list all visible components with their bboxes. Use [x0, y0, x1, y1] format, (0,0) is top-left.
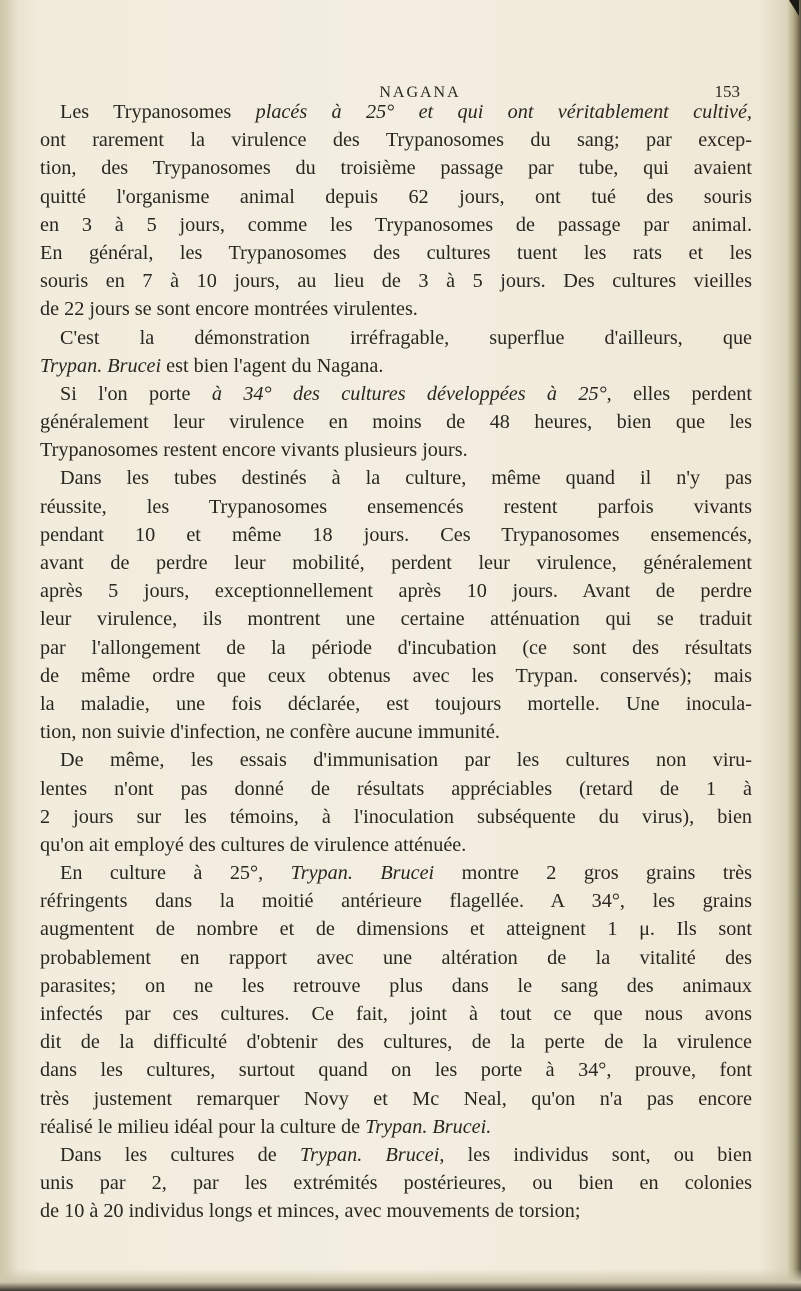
- text-line: [40, 521, 752, 549]
- text-line: [40, 267, 752, 295]
- italic-text: Trypan. Brucei: [290, 862, 435, 885]
- text-line: [40, 324, 752, 352]
- text-segment: tion, non suivie d'infection, ne confère aucune immunité.: [40, 721, 500, 744]
- text-segment: réalisé le milieu idéal pour la culture de: [40, 1115, 366, 1138]
- text-segment: Si l'on porte: [60, 382, 212, 405]
- page-right-edge: [787, 0, 801, 1291]
- text-line: [40, 859, 752, 887]
- text-segment: augmentent de nombre et de dimensions et atteignent 1 μ. Ils sont: [40, 918, 752, 941]
- text-line: [40, 803, 752, 831]
- text-segment: dit de la difficulté d'obtenir des cultures, de la perte de la virulence: [40, 1031, 752, 1054]
- text-segment: , elles perdent: [606, 382, 752, 405]
- text-segment: très justement remarquer Novy et Mc Neal, qu'on n'a pas encore: [40, 1087, 752, 1110]
- text-segment: de même ordre que ceux obtenus avec les Trypan. conservés); mais: [40, 664, 752, 687]
- text-segment: parasites; on ne les retrouve plus dans le sang des animaux: [40, 974, 752, 997]
- text-line: [40, 634, 752, 662]
- text-segment: quitté l'organisme animal depuis 62 jours, ont tué des souris: [40, 185, 752, 208]
- italic-text: placés à 25° et qui ont véritablement cultivé,: [255, 101, 752, 123]
- text-segment: la maladie, une fois déclarée, est toujours mortelle. Une inocula-: [40, 692, 752, 715]
- text-line: [40, 605, 752, 633]
- text-segment: En culture à 25°,: [60, 862, 291, 885]
- text-line: [40, 1056, 752, 1084]
- text-line: [40, 493, 752, 521]
- text-segment: tion, des Trypanosomes du troisième passage par tube, qui avaient: [40, 157, 752, 180]
- text-segment: Les Trypanosomes: [60, 101, 256, 123]
- text-segment: ont rarement la virulence des Trypanosomes du sang; par excep-: [40, 129, 752, 152]
- text-segment: réussite, les Trypanosomes ensemencés restent parfois vivants: [40, 495, 752, 518]
- text-line: [40, 211, 752, 239]
- text-line: [40, 1169, 752, 1197]
- text-segment: Dans les cultures de: [60, 1143, 300, 1166]
- page-number: 153: [714, 82, 740, 101]
- italic-text: Trypan. Brucei: [40, 354, 162, 377]
- text-segment: lentes n'ont pas donné de résultats appréciables (retard de 1 à: [40, 777, 752, 800]
- text-segment: généralement leur virulence en moins de 48 heures, bien que les: [40, 411, 752, 434]
- italic-text: Trypan. Brucei: [299, 1143, 440, 1166]
- text-segment: qu'on ait employé des cultures de virulence atténuée.: [40, 833, 467, 856]
- text-line: [40, 972, 752, 1000]
- text-line: [40, 380, 752, 408]
- text-line: [40, 662, 752, 690]
- text-segment: infectés par ces cultures. Ce fait, joint à tout ce que nous avons: [40, 1003, 752, 1025]
- text-line: [40, 718, 752, 746]
- text-line: [40, 98, 752, 126]
- italic-text: Trypan. Brucei.: [365, 1115, 492, 1138]
- text-segment: par l'allongement de la période d'incubation (ce sont des résultats: [40, 636, 752, 659]
- text-segment: , les individus sont, ou bien: [439, 1143, 752, 1166]
- text-segment: De même, les essais d'immunisation par les cultures non viru-: [60, 749, 752, 772]
- text-line: [40, 154, 752, 182]
- text-line: [40, 775, 752, 803]
- text-line: [40, 944, 752, 972]
- text-line: [40, 1000, 752, 1028]
- text-line: [40, 1141, 752, 1169]
- text-segment: réfringents dans la moitié antérieure flagellée. A 34°, les grains: [40, 890, 752, 913]
- text-segment: pendant 10 et même 18 jours. Ces Trypanosomes ensemencés,: [40, 523, 752, 546]
- body-text: [40, 98, 752, 1226]
- text-line: [40, 183, 752, 211]
- text-line: [40, 746, 752, 774]
- text-line: [40, 126, 752, 154]
- text-line: [40, 577, 752, 605]
- page-bottom-edge: [0, 1269, 801, 1291]
- text-line: [40, 831, 752, 859]
- text-segment: Dans les tubes destinés à la culture, même quand il n'y pas: [60, 467, 752, 490]
- text-line: [40, 690, 752, 718]
- text-line: [40, 1028, 752, 1056]
- text-segment: Trypanosomes restent encore vivants plusieurs jours.: [40, 439, 468, 462]
- text-segment: de 22 jours se sont encore montrées virulentes.: [40, 298, 418, 321]
- text-line: [40, 352, 752, 380]
- text-line: [40, 1197, 752, 1225]
- text-segment: dans les cultures, surtout quand on les porte à 34°, prouve, font: [40, 1059, 752, 1082]
- text-segment: souris en 7 à 10 jours, au lieu de 3 à 5 jours. Des cultures vieilles: [40, 270, 752, 293]
- text-segment: de 10 à 20 individus longs et minces, avec mouvements de torsion;: [40, 1200, 581, 1223]
- text-line: [40, 549, 752, 577]
- text-segment: unis par 2, par les extrémités postérieures, ou bien en colonies: [40, 1172, 752, 1195]
- text-segment: montre 2 gros grains très: [434, 862, 752, 885]
- text-segment: En général, les Trypanosomes des cultures tuent les rats et les: [40, 241, 752, 264]
- text-segment: leur virulence, ils montrent une certaine atténuation qui se traduit: [40, 608, 752, 631]
- text-line: [40, 464, 752, 492]
- text-segment: en 3 à 5 jours, comme les Trypanosomes de passage par animal.: [40, 213, 752, 236]
- text-segment: est bien l'agent du Nagana.: [161, 354, 384, 377]
- text-line: [40, 408, 752, 436]
- text-line: [40, 915, 752, 943]
- text-line: [40, 239, 752, 267]
- text-line: [40, 436, 752, 464]
- text-segment: 2 jours sur les témoins, à l'inoculation subséquente du virus), bien: [40, 805, 752, 828]
- italic-text: à 34° des cultures développées à 25°: [211, 382, 607, 405]
- text-line: [40, 1113, 752, 1141]
- text-line: [40, 1085, 752, 1113]
- text-segment: après 5 jours, exceptionnellement après 10 jours. Avant de perdre: [40, 580, 752, 603]
- text-segment: C'est la démonstration irréfragable, superflue d'ailleurs, que: [60, 326, 752, 349]
- running-title: NAGANA: [379, 84, 461, 101]
- text-segment: probablement en rapport avec une altération de la vitalité des: [40, 946, 752, 969]
- page-left-shadow: [0, 0, 18, 1291]
- text-line: [40, 295, 752, 323]
- text-line: [40, 887, 752, 915]
- text-segment: avant de perdre leur mobilité, perdent leur virulence, généralement: [40, 552, 752, 574]
